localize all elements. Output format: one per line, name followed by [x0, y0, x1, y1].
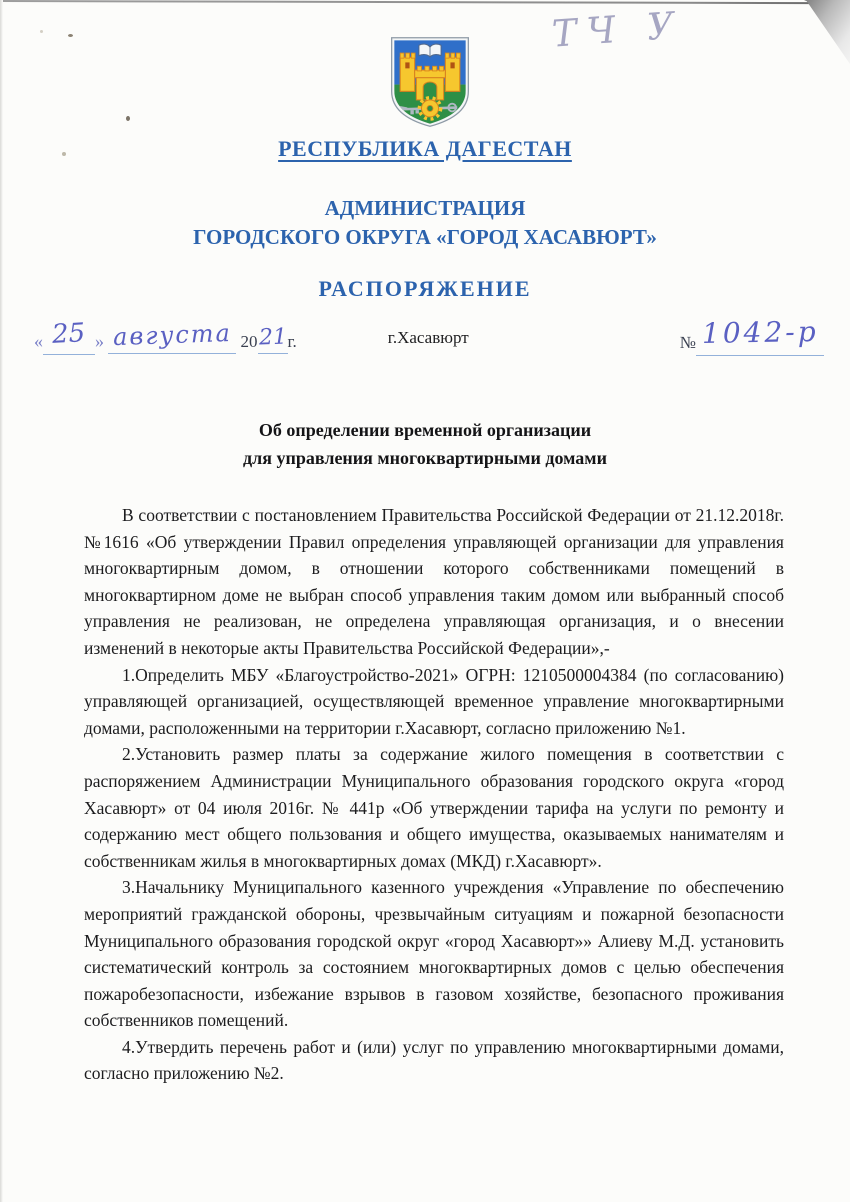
scan-speck: [40, 30, 43, 33]
republic-title: РЕСПУБЛИКА ДАГЕСТАН: [278, 136, 572, 161]
scan-speck: [126, 116, 130, 121]
coat-of-arms-khasavyurt-icon: [386, 36, 474, 128]
handwritten-day: 25: [51, 318, 87, 350]
document-body: [84, 502, 784, 1087]
number-blank: [696, 314, 824, 356]
scan-top-edge: [0, 0, 812, 4]
handwritten-number: 1042-р: [701, 314, 819, 351]
subject-line1: Об определении временной организации: [258, 420, 592, 440]
number-sign: №: [679, 333, 696, 352]
body-paragraph-item1: 1.Определить МБУ «Благоустройство-2021» ОГРН: 1210500004384 (по согласованию) управляющей организацией, осуществляющей временное управление многоквартирными домами, расположенными на территории г.Хасавюрт, согласно приложению №1.: [84, 664, 784, 738]
subject-line2: для управления многоквартирными домами: [243, 448, 607, 468]
pencil-annotation: ТЧ У: [550, 3, 686, 56]
year-blank: [258, 324, 288, 354]
handwritten-year: 21: [258, 324, 287, 351]
year-prefix: 20: [240, 332, 258, 351]
body-paragraph-item3: 3.Начальнику Муниципального казенного учреждения «Управление по обеспечению мероприятий гражданской обороны, чрезвычайным ситуациям и пожарной безопасности Муниципального образования городской округ «город Хасавюрт»» Алиеву М.Д. установить систематический контроль за состоянием многоквартирных домов с целью обеспечения пожаробезопасности, избежание взрывов в газовом хозяйстве, безопасного проживания собственников помещений.: [84, 877, 784, 1031]
administration-line2: ГОРОДСКОГО ОКРУГА «ГОРОД ХАСАВЮРТ»: [193, 225, 657, 249]
month-blank: [108, 318, 236, 354]
date-field: [34, 318, 297, 355]
document-subject: [0, 416, 850, 472]
document-type-title: РАСПОРЯЖЕНИЕ: [318, 276, 532, 301]
administration-title: [0, 194, 850, 252]
administration-line1: АДМИНИСТРАЦИЯ: [324, 196, 526, 220]
body-paragraph-item2: 2.Установить размер платы за содержание жилого помещения в соответствии с распоряжением Администрации Муниципального образования городского округа «город Хасавюрт» от 04 июля 2016г. № 441р «Об утверждении тарифа на услуги по ремонту и содержанию мест общего пользования и общего имущества, оказываемых нанимателям и собственникам жилья в многоквартирных домах (МКД) г.Хасавюрт».: [84, 744, 784, 871]
handwritten-month: августа: [112, 318, 233, 352]
body-paragraph-preamble: В соответствии с постановлением Правительства Российской Федерации от 21.12.2018г. №1616 «Об утверждении Правил определения управляющей организации для управления многоквартирным домом, в отношении которого собственниками помещений в многоквартирном доме не выбран способ управления таким домом или выбранный способ управления не реализован, не определена управляющая организация, и о внесении изменений в некоторые акты Правительства Российской Федерации»,-: [84, 505, 784, 658]
body-paragraph-item4: 4.Утвердить перечень работ и (или) услуг по управлению многоквартирными домами, согласно приложению №2.: [84, 1036, 784, 1084]
place-label: г.Хасавюрт: [387, 328, 469, 347]
date-number-row: [0, 314, 850, 364]
scan-left-edge: [0, 0, 3, 1202]
year-unit: г.: [287, 332, 297, 351]
scan-corner-fold: [804, 0, 850, 64]
scan-speck: [68, 34, 73, 37]
day-blank: [43, 318, 95, 355]
close-quote: »: [95, 331, 104, 351]
open-quote: «: [34, 331, 43, 351]
number-field: [679, 314, 824, 356]
